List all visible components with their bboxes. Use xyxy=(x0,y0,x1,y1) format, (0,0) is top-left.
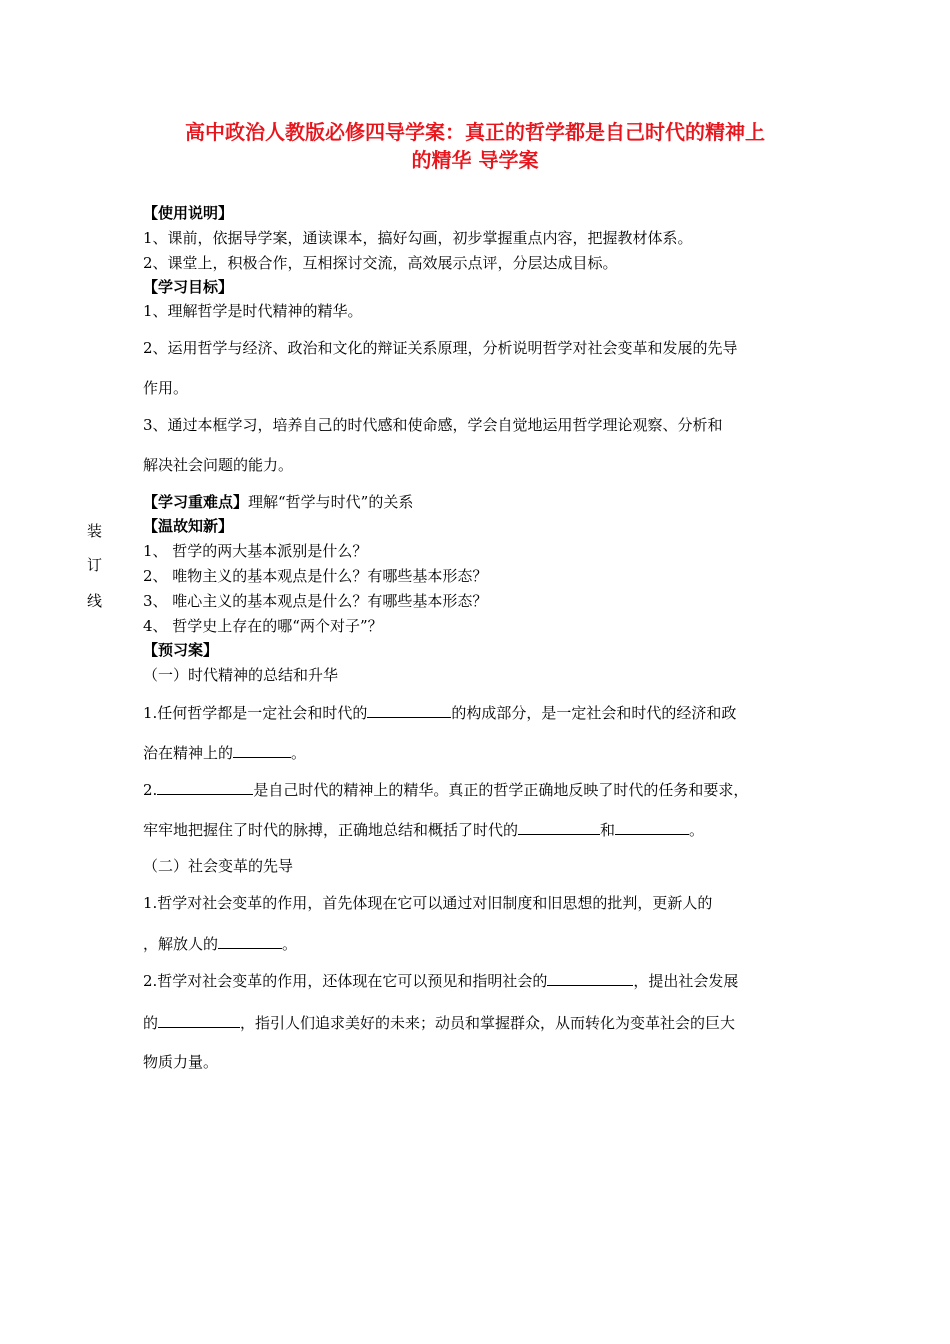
section-2-title: （二）社会变革的先导 xyxy=(143,857,294,875)
usage-header: 【使用说明】 xyxy=(143,204,234,222)
key-point-text: 理解“哲学与时代”的关系 xyxy=(248,493,414,511)
text-segment: 。 xyxy=(689,821,705,839)
s2-q2-line-2 xyxy=(143,1012,813,1033)
text-segment: 牢牢地把握住了时代的脉搏，正确地总结和概括了时代的 xyxy=(143,821,519,839)
text-segment: ，指引人们追求美好的未来；动员和掌握群众，从而转化为变革社会的巨大 xyxy=(240,1014,736,1032)
goal-3-line-1: 3、通过本框学习，培养自己的时代感和使命感，学会自觉地运用哲学理论观察、分析和 xyxy=(143,416,723,434)
s2-q2-line-1 xyxy=(143,970,813,991)
review-item-1: 1、 哲学的两大基本派别是什么？ xyxy=(143,542,368,560)
key-point-header: 【学习重难点】 xyxy=(143,493,249,511)
review-item-2: 2、 唯物主义的基本观点是什么？有哪些基本形态？ xyxy=(143,567,488,585)
goal-3-line-2: 解决社会问题的能力。 xyxy=(143,456,294,474)
text-segment: ，提出社会发展 xyxy=(633,972,739,990)
s1-q2-line-2 xyxy=(143,819,813,840)
s1-q2-line-1 xyxy=(143,779,813,800)
key-point xyxy=(143,492,813,512)
goal-2-line-2: 作用。 xyxy=(143,379,189,397)
fill-blank[interactable] xyxy=(367,702,451,718)
goal-2-line-1: 2、运用哲学与经济、政治和文化的辩证关系原理，分析说明哲学对社会变革和发展的先导 xyxy=(143,339,738,357)
fill-blank[interactable] xyxy=(158,1012,240,1028)
text-segment: 2. xyxy=(143,781,158,799)
review-item-4: 4、 哲学史上存在的哪“两个对子”？ xyxy=(143,617,383,635)
review-item-3: 3、 唯心主义的基本观点是什么？有哪些基本形态？ xyxy=(143,592,488,610)
text-segment: 的构成部分，是一定社会和时代的经济和政 xyxy=(451,704,737,722)
section-1-title: （一）时代精神的总结和升华 xyxy=(143,666,339,684)
text-segment: 是自己时代的精神上的精华。真正的哲学正确地反映了时代的任务和要求， xyxy=(253,781,749,799)
text-segment: ，解放人的 xyxy=(143,935,219,953)
s2-q1-line-2 xyxy=(143,933,813,954)
title-line-1: 高中政治人教版必修四导学案：真正的哲学都是自己时代的精神上 xyxy=(185,120,765,144)
text-segment: 1.任何哲学都是一定社会和时代的 xyxy=(143,704,368,722)
review-header: 【温故知新】 xyxy=(143,517,234,535)
s1-q1-line-1 xyxy=(143,702,813,723)
title-line-2: 的精华 导学案 xyxy=(411,148,539,172)
text-segment: 和 xyxy=(600,821,616,839)
document-title xyxy=(130,118,820,174)
binding-char-3: 线 xyxy=(87,592,103,610)
preview-header: 【预习案】 xyxy=(143,641,219,659)
text-segment: 的 xyxy=(143,1014,159,1032)
binding-char-2: 订 xyxy=(87,556,103,574)
usage-item-1: 1、课前，依据导学案，通读课本，搞好勾画，初步掌握重点内容，把握教材体系。 xyxy=(143,229,693,247)
text-segment: 治在精神上的 xyxy=(143,744,234,762)
s1-q1-line-2 xyxy=(143,742,813,763)
fill-blank[interactable] xyxy=(518,819,600,835)
text-segment: 。 xyxy=(291,744,307,762)
goal-1: 1、理解哲学是时代精神的精华。 xyxy=(143,302,363,320)
fill-blank[interactable] xyxy=(547,970,633,986)
fill-blank[interactable] xyxy=(157,779,253,795)
usage-item-2: 2、课堂上，积极合作，互相探讨交流，高效展示点评，分层达成目标。 xyxy=(143,254,618,272)
binding-char-1: 装 xyxy=(87,522,103,540)
fill-blank[interactable] xyxy=(615,819,689,835)
fill-blank[interactable] xyxy=(233,742,291,758)
text-segment: 。 xyxy=(282,935,298,953)
text-segment: 2.哲学对社会变革的作用，还体现在它可以预见和指明社会的 xyxy=(143,972,548,990)
s2-q2-line-3: 物质力量。 xyxy=(143,1053,219,1071)
fill-blank[interactable] xyxy=(218,933,282,949)
goals-header: 【学习目标】 xyxy=(143,278,234,296)
s2-q1-line-1: 1.哲学对社会变革的作用，首先体现在它可以通过对旧制度和旧思想的批判，更新人的 xyxy=(143,894,713,912)
